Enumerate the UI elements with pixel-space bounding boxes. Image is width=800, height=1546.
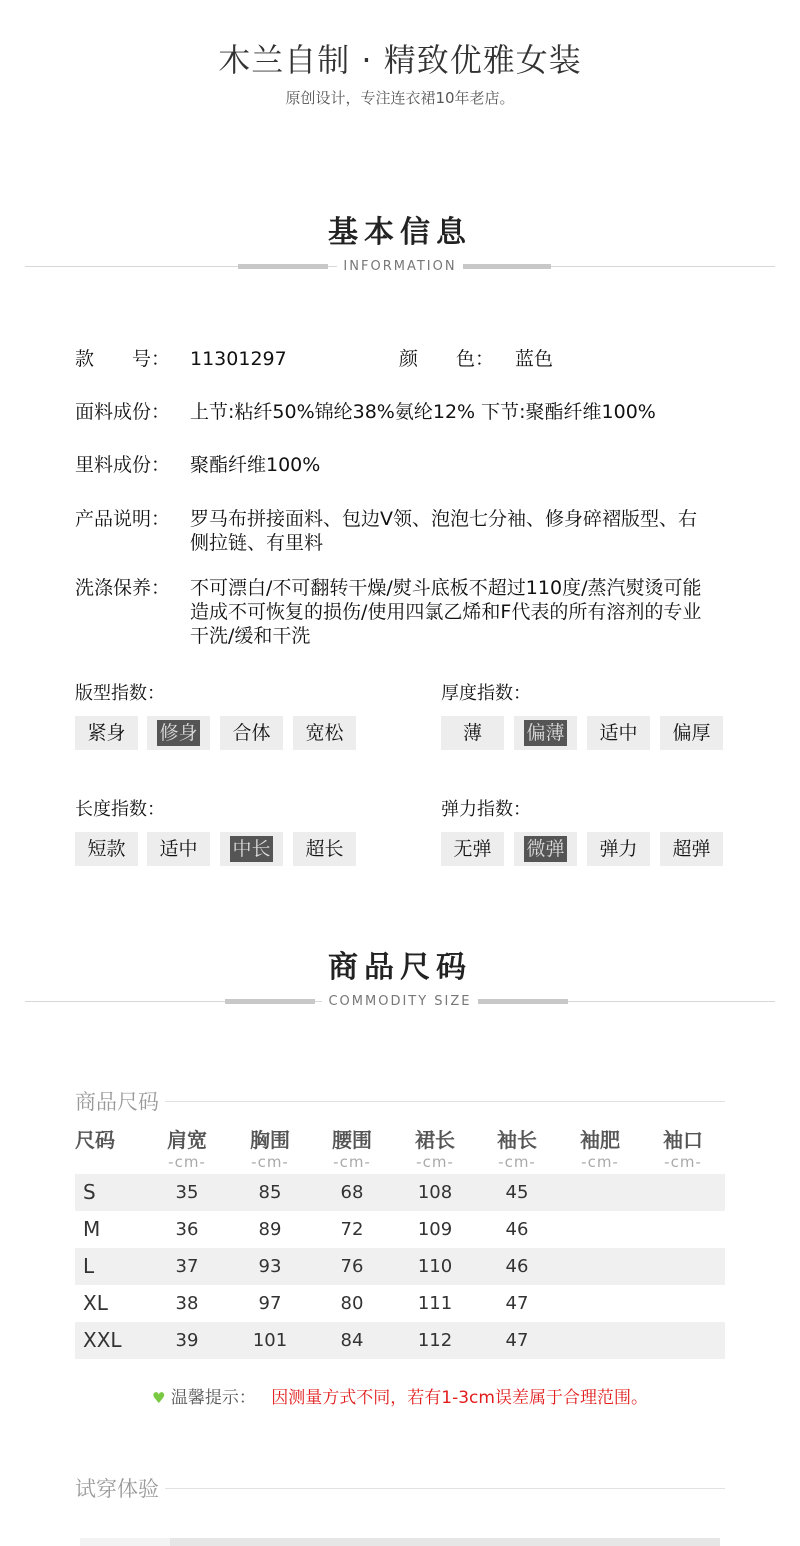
try-on-table-top (80, 1538, 720, 1546)
length-option-mid-long-selected: 中长 (220, 832, 283, 866)
fabric-label: 面料成份： (75, 401, 171, 423)
info-row-fabric (75, 400, 735, 426)
info-row-lining (75, 453, 735, 479)
elasticity-option-super: 超弹 (660, 832, 723, 866)
thickness-index-options (441, 716, 731, 750)
length-option-medium: 适中 (147, 832, 210, 866)
fabric-value: 上节:粘纤50%锦纶38%氨纶12% 下节:聚酯纤维100% (190, 401, 656, 423)
fit-option-slim-selected: 修身 (147, 716, 210, 750)
info-row-description (75, 507, 735, 557)
fit-index-options (75, 716, 365, 750)
fit-option-tight: 紧身 (75, 716, 138, 750)
info-row-style-color (75, 347, 735, 373)
elasticity-index-label: 弹力指数： (441, 799, 531, 820)
brand-title: 木兰自制 · 精致优雅女装 (218, 41, 582, 79)
table-row: XL 38 97 80 111 47 (83, 1291, 529, 1315)
length-option-extra-long: 超长 (293, 832, 356, 866)
header-cuff: 袖口 -cm- (663, 1128, 703, 1171)
header-shoulder: 肩宽 -cm- (167, 1128, 207, 1171)
try-on-title: 试穿体验 (75, 1477, 165, 1501)
care-value: 不可漂白/不可翻转干燥/熨斗底板不超过110度/蒸汽熨烫可能造成不可恢复的损伤/使用四氯乙烯和F代表的所有溶剂的专业干洗/缓和干洗 (190, 577, 702, 647)
color-value: 蓝色 (515, 348, 554, 370)
fit-option-loose: 宽松 (293, 716, 356, 750)
brand-header (0, 40, 800, 108)
tip-text: 因测量方式不同，若有1-3cm误差属于合理范围。 (271, 1388, 648, 1408)
style-no-value: 11301297 (190, 348, 287, 370)
header-bust: 胸围 -cm- (250, 1128, 290, 1171)
size-table-heading (75, 1088, 725, 1116)
care-label: 洗涤保养： (75, 577, 171, 599)
length-index-label: 长度指数： (75, 799, 165, 820)
length-option-short: 短款 (75, 832, 138, 866)
table-row: L 37 93 76 110 46 (75, 1248, 725, 1285)
header-waist: 腰围 -cm- (332, 1128, 372, 1171)
header-size: 尺码 (75, 1128, 115, 1152)
basic-info-title: 基本信息 (328, 215, 472, 250)
lining-value: 聚酯纤维100% (190, 454, 321, 476)
size-table-title: 商品尺码 (75, 1090, 165, 1114)
style-no-label: 款 号： (75, 348, 171, 370)
size-table-header (75, 1126, 725, 1174)
length-index-options (75, 832, 365, 866)
fit-index (75, 682, 365, 752)
lining-label: 里料成份： (75, 454, 171, 476)
elasticity-index (441, 798, 731, 868)
fit-index-label: 版型指数： (75, 683, 165, 704)
basic-info-heading (0, 215, 800, 275)
thickness-option-slightly-thick: 偏厚 (660, 716, 723, 750)
header-sleeve-width: 袖肥 -cm- (580, 1128, 620, 1171)
description-value: 罗马布拼接面料、包边V领、泡泡七分袖、修身碎褶版型、右侧拉链、有里料 (190, 508, 697, 554)
thickness-option-thin: 薄 (441, 716, 504, 750)
thickness-option-slightly-thin-selected: 偏薄 (514, 716, 577, 750)
elasticity-option-slight-selected: 微弹 (514, 832, 577, 866)
brand-subtitle: 原创设计，专注连衣裙10年老店。 (285, 89, 515, 107)
table-row: S 35 85 68 108 45 (75, 1174, 725, 1211)
header-sleeve-length: 袖长 -cm- (497, 1128, 537, 1171)
info-row-care (75, 576, 735, 650)
heart-icon: ♥ (152, 1389, 166, 1407)
tip-label: 温馨提示： (170, 1388, 256, 1408)
elasticity-option-stretch: 弹力 (587, 832, 650, 866)
thickness-index (441, 682, 731, 752)
size-rule (0, 994, 800, 1010)
size-title: 商品尺码 (328, 950, 472, 985)
header-dress-length: 裙长 -cm- (415, 1128, 455, 1171)
table-row: XXL 39 101 84 112 47 (75, 1322, 725, 1359)
color-label: 颜 色： (399, 348, 495, 370)
elasticity-option-none: 无弹 (441, 832, 504, 866)
length-index (75, 798, 365, 868)
size-subtitle: COMMODITY SIZE (322, 994, 477, 1009)
basic-info-subtitle: INFORMATION (337, 259, 462, 274)
measurement-tip (0, 1386, 800, 1410)
description-label: 产品说明： (75, 508, 171, 530)
basic-info-rule (0, 259, 800, 275)
fit-option-regular: 合体 (220, 716, 283, 750)
elasticity-index-options (441, 832, 731, 866)
table-row: M 36 89 72 109 46 (83, 1217, 529, 1241)
thickness-index-label: 厚度指数： (441, 683, 531, 704)
thickness-option-medium: 适中 (587, 716, 650, 750)
size-heading (0, 950, 800, 1010)
try-on-heading (75, 1475, 725, 1503)
